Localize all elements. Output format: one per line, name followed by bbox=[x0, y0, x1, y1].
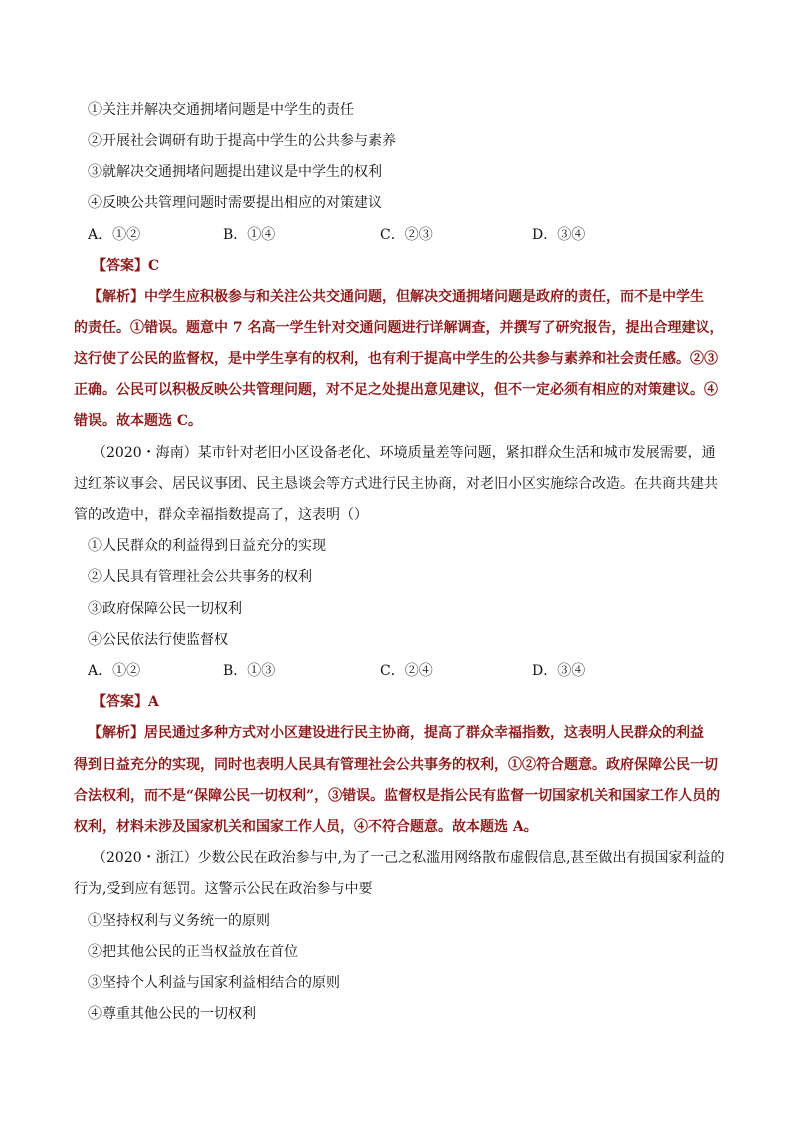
q1-choice-d: D．③④ bbox=[532, 227, 586, 243]
q1-analysis-line-2: 的责任。①错误。题意中 7 名高一学生针对交通问题进行详解调查，并撰写了研究报告，提出合理建议， bbox=[74, 320, 724, 336]
q2-analysis-line-4: 权利，材料未涉及国家机关和国家工作人员，④不符合题意。故本题选 A。 bbox=[74, 819, 538, 835]
q2-choice-a: A．①② bbox=[88, 663, 141, 679]
q1-choice-a: A．①② bbox=[88, 227, 141, 243]
q1-option-2: ②开展社会调研有助于提高中学生的公共参与素养 bbox=[88, 133, 396, 149]
q3-option-1: ①坚持权利与义务统一的原则 bbox=[88, 913, 270, 929]
q1-answer: 【答案】C bbox=[92, 258, 160, 274]
q1-option-4: ④反映公共管理问题时需要提出相应的对策建议 bbox=[88, 195, 382, 211]
q3-option-4: ④尊重其他公民的一切权利 bbox=[88, 1006, 256, 1022]
q2-choice-c: C．②④ bbox=[380, 663, 433, 679]
q2-option-3: ③政府保障公民一切权利 bbox=[88, 601, 242, 617]
q3-option-3: ③坚持个人利益与国家利益相结合的原则 bbox=[88, 975, 340, 991]
q1-analysis-line-3: 这行使了公民的监督权，是中学生享有的权利，也有利于提高中学生的公共参与素养和社会责任感。②③ bbox=[74, 351, 718, 367]
q1-option-3: ③就解决交通拥堵问题提出建议是中学生的权利 bbox=[88, 164, 382, 180]
q3-option-2: ②把其他公民的正当权益放在首位 bbox=[88, 944, 298, 960]
q1-choice-c: C．②③ bbox=[380, 227, 433, 243]
q1-analysis-line-5: 错误。故本题选 C。 bbox=[74, 413, 203, 429]
q2-analysis-line-1: 【解析】居民通过多种方式对小区建设进行民主协商，提高了群众幸福指数，这表明人民群众的利益 bbox=[88, 725, 704, 741]
q2-option-2: ②人民具有管理社会公共事务的权利 bbox=[88, 569, 312, 585]
q3-stem-line-2: 行为,受到应有惩罚。这警示公民在政治参与中要 bbox=[74, 881, 373, 897]
q2-analysis-line-2: 得到日益充分的实现，同时也表明人民具有管理社会公共事务的权利，①②符合题意。政府保障公民一切 bbox=[74, 757, 718, 773]
q2-option-1: ①人民群众的利益得到日益充分的实现 bbox=[88, 538, 326, 554]
q1-option-1: ①关注并解决交通拥堵问题是中学生的责任 bbox=[88, 102, 354, 118]
q1-choice-b: B．①④ bbox=[223, 227, 276, 243]
q2-analysis-line-3: 合法权利，而不是“保障公民一切权利”，③错误。监督权是指公民有监督一切国家机关和国家工作人员的 bbox=[74, 788, 721, 804]
q1-analysis-line-1: 【解析】中学生应积极参与和关注公共交通问题，但解决交通拥堵问题是政府的责任，而不是中学生 bbox=[88, 289, 704, 305]
q2-option-4: ④公民依法行使监督权 bbox=[88, 632, 228, 648]
q2-choice-b: B．①③ bbox=[223, 663, 276, 679]
q2-answer: 【答案】A bbox=[92, 694, 159, 710]
q3-stem-line-1: （2020・浙江）少数公民在政治参与中,为了一己之私滥用网络散布虚假信息,甚至做出有损国家利益的 bbox=[92, 850, 725, 866]
q2-stem-line-1: （2020・海南）某市针对老旧小区设备老化、环境质量差等问题，紧扣群众生活和城市发展需要，通 bbox=[92, 445, 716, 461]
q1-analysis-line-4: 正确。公民可以积极反映公共管理问题，对不足之处提出意见建议，但不一定必须有相应的对策建议。④ bbox=[74, 382, 718, 398]
q2-stem-line-3: 管的改造中，群众幸福指数提高了，这表明（） bbox=[74, 507, 368, 523]
q2-choice-d: D．③④ bbox=[532, 663, 586, 679]
q2-stem-line-2: 过红茶议事会、居民议事团、民主恳谈会等方式进行民主协商，对老旧小区实施综合改造。在共商共建共 bbox=[74, 476, 718, 492]
